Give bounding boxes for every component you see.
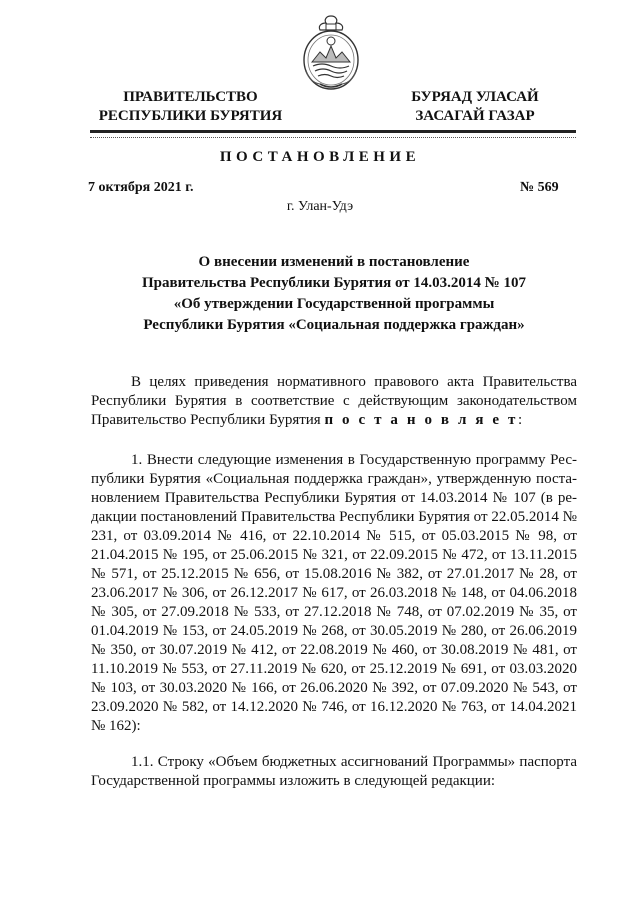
coat-of-arms-icon (300, 14, 362, 92)
document-city: г. Улан-Удэ (286, 199, 354, 214)
subject-line: О внесении изменений в постановление (198, 254, 470, 270)
header-left-line1: ПРАВИТЕЛЬСТВО (123, 89, 258, 105)
header-dotted-divider (90, 137, 576, 138)
header-government-bua (400, 88, 550, 126)
document-date: 7 октября 2021 г. (88, 180, 194, 195)
document-title: ПОСТАНОВЛЕНИЕ (219, 149, 421, 165)
header-divider (90, 130, 576, 133)
resolves-keyword: п о с т а н о в л я е т (324, 412, 518, 428)
header-government-ru (88, 88, 293, 126)
preamble-paragraph (91, 373, 577, 430)
document-number: № 569 (520, 180, 559, 195)
subject-line: Республики Бурятия «Социальная поддержка граждан» (143, 317, 525, 333)
clause-1-paragraph: 1. Внести следующие изменения в Государственную программу Республики Бурятия «Социальная поддержка граждан», утвержденную постановлением Правительства Республики Бурятия от 14.03.2014 № 107 (в редакции постановлений Правительства Республики Бурятия от 22.05.2014 № 231, от 03.09.2014 № 416, от 22.10.2014 № 515, от 05.03.2015 № 98, от 21.04.2015 № 195, от 25.06.2015 № 321, от 22.09.2015 № 472, от 13.11.2015 № 571, от 25.12.2015 № 656, от 15.08.2016 № 382, от 27.01.2017 № 28, от 23.06.2017 № 306, от 26.12.2017 № 617, от 26.03.2018 № 148, от 04.06.2018 № 305, от 27.09.2018 № 533, от 27.12.2018 № 748, от 07.02.2019 № 35, от 01.04.2019 № 153, от 24.05.2019 № 268, от 30.05.2019 № 280, от 26.06.2019 № 350, от 30.07.2019 № 412, от 22.08.2019 № 460, от 30.08.2019 № 481, от 11.10.2019 № 553, от 27.11.2019 № 620, от 25.12.2019 № 691, от 03.03.2020 № 103, от 30.03.2020 № 166, от 26.06.2020 № 392, от 07.09.2020 № 543, от 23.09.2020 № 582, от 14.12.2020 № 746, от 16.12.2020 № 763, от 14.04.2021 № 162): (91, 452, 577, 734)
preamble-end: : (517, 412, 523, 428)
subject-line: Правительства Республики Бурятия от 14.03.2014 № 107 (141, 275, 526, 291)
header-left-line2: РЕСПУБЛИКИ БУРЯТИЯ (98, 108, 283, 124)
header-right-line2: ЗАСАГАЙ ГАЗАР (415, 108, 535, 124)
preamble-text: В целях приведения нормативного правового акта Правительства Республики Бурятия в соответствие с действующим законодательством Правительство Республики Бурятия (91, 374, 577, 428)
subject-line: «Об утверждении Государственной программы (173, 296, 495, 312)
clause-1-1-paragraph: 1.1. Строку «Объем бюджетных ассигнований Программы» паспорта Государственной программы изложить в следующей редакции: (91, 754, 577, 789)
header-right-line1: БУРЯАД УЛАСАЙ (411, 89, 539, 105)
document-subject (100, 252, 568, 336)
